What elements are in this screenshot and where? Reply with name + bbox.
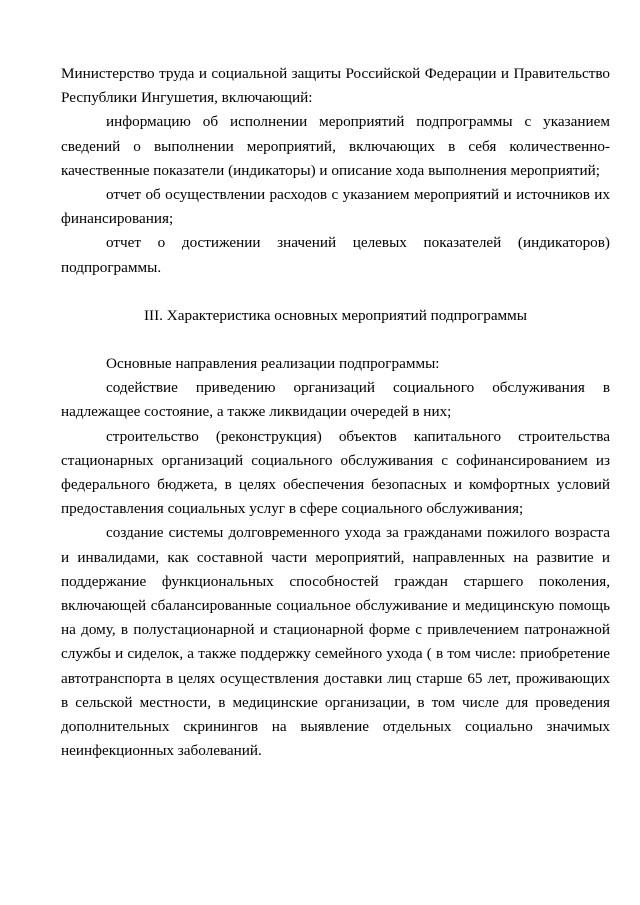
report-item-2: отчет об осуществлении расходов с указанием мероприятий и источников их финансирования; [61,186,610,228]
section-heading: III. Характеристика основных мероприятий подпрограммы [144,306,527,324]
direction-item-3: создание системы долговременного ухода за гражданами пожилого возраста и инвалидами, как составной части мероприятий, направленных на развитие и поддержание функциональных способностей граждан старшего поколения, включающей сбалансированные социальное обслуживание и медицинскую помощь на дому, в полустационарной и стационарной форме с привлечением патронажной службы и сиделок, а также поддержку семейного ухода ( в том числе: приобретение автотранспорта в целях осуществления доставки лиц старше 65 лет, проживающих в сельской местности, в медицинские организации, в том числе для проведения дополнительных скринингов на выявление отдельных социально значимых неинфекционных заболеваний. [61,524,610,760]
intro-paragraph: Министерство труда и социальной защиты Российской Федерации и Правительство Республики Ингушетия, включающий: [61,65,610,107]
direction-item-2: строительство (реконструкция) объектов капитального строительства стационарных организаций социального обслуживания с софинансированием из федерального бюджета, в целях обеспечения безопасных и комфортных условий предоставления социальных услуг в сфере социального обслуживания; [61,427,610,518]
direction-item-1: содействие приведению организаций социального обслуживания в надлежащее состояние, а также ликвидации очередей в них; [61,379,610,421]
report-item-1: информацию об исполнении мероприятий подпрограммы с указанием сведений о выполнении мероприятий, включающих в себя количественно-качественные показатели (индикаторы) и описание хода выполнения мероприятий; [61,113,610,179]
document-page [61,62,610,763]
directions-intro: Основные направления реализации подпрограммы: [106,355,440,373]
report-item-3: отчет о достижении значений целевых показателей (индикаторов) подпрограммы. [61,234,610,276]
